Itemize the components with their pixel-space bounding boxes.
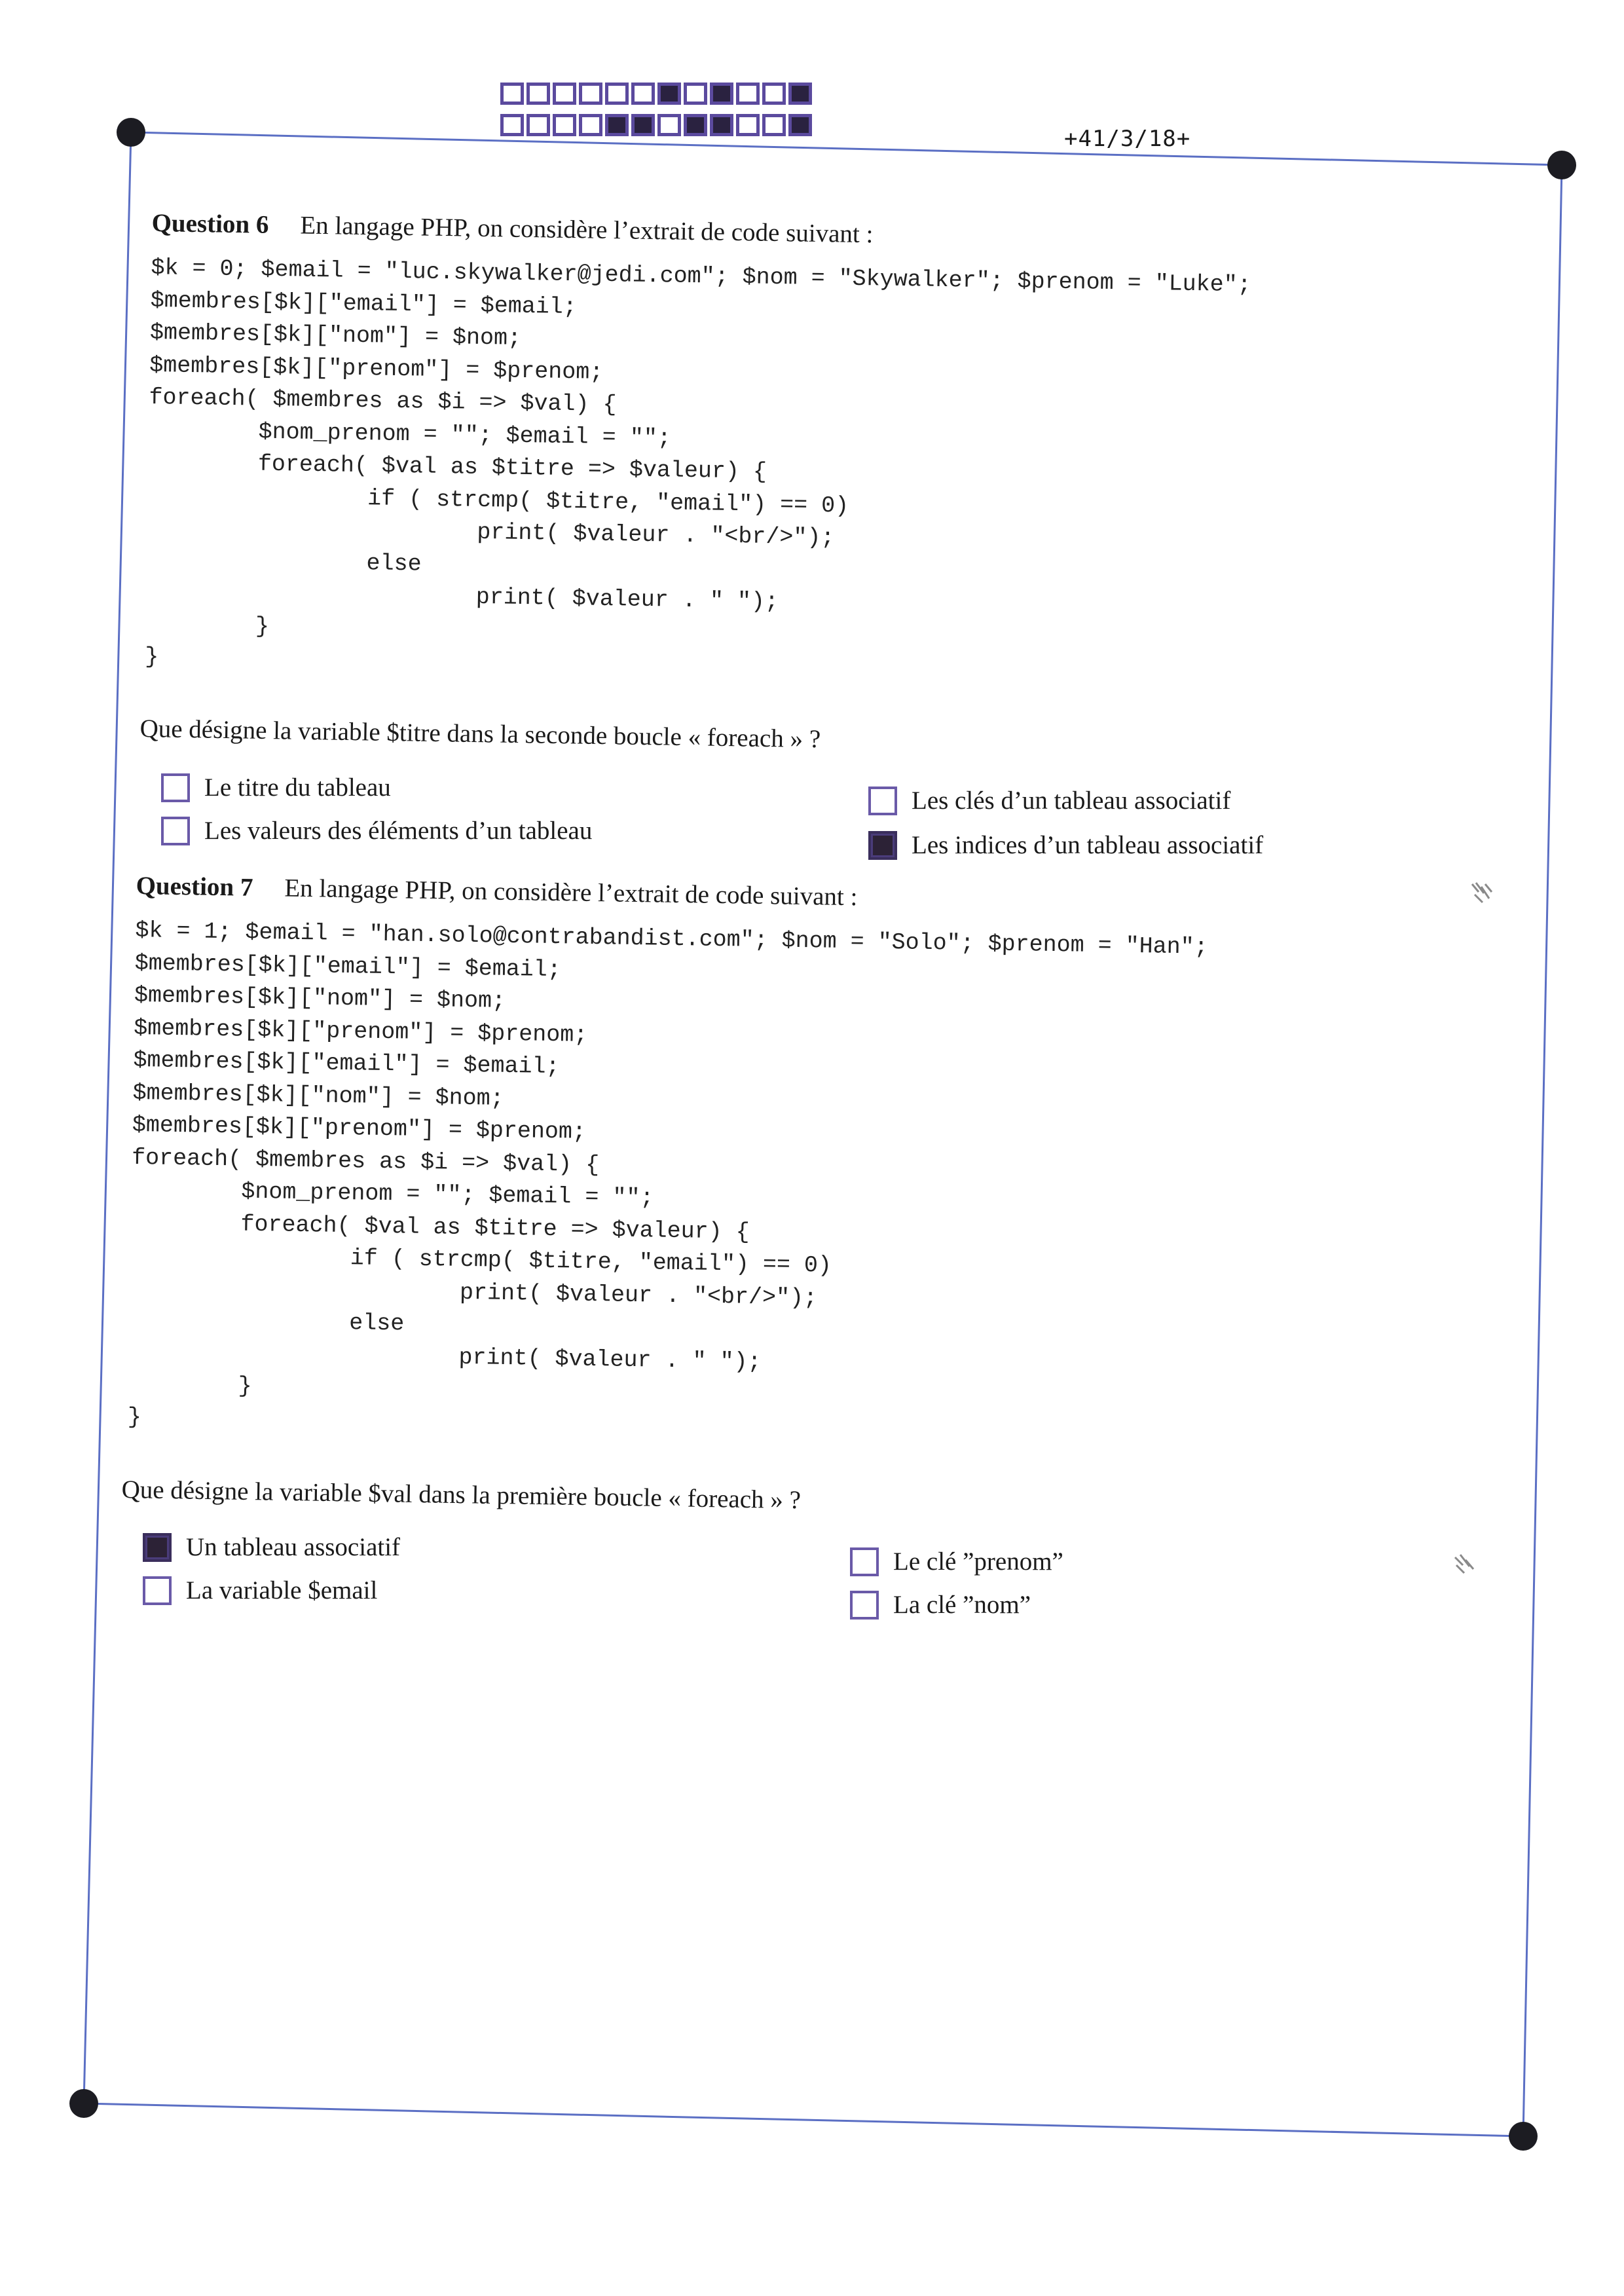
code-snippet: $k = 1; $email = "han.solo@contrabandist.com"; $nom = "Solo"; $prenom = "Han"; $membres[$k]["email"] = $email; $membres[$k]["nom"] = $nom; $membres[$k]["prenom"] = $prenom; $membres[$k]["email"] = $email; $membres[$k]["nom"] = $nom; $membres[$k]["prenom"] = $prenom; foreach( $membres as $i => $val) { $nom_prenom = ""; $email = ""; foreach( $val as $titre => $valeur) { if ( strcmp( $titre, "email") == 0) print( $valeur . "<br/>"); else print( $valeur . " "); } } bbox=[127, 917, 1208, 1430]
id-bit-empty bbox=[553, 114, 576, 136]
answer-label: Le clé ”prenom” bbox=[893, 1547, 1063, 1576]
id-bit-empty bbox=[553, 83, 576, 105]
id-bit-empty bbox=[684, 83, 707, 105]
question-label: Question 6 bbox=[151, 208, 269, 239]
checkbox[interactable] bbox=[868, 787, 897, 815]
q6-answer-1[interactable] bbox=[161, 773, 391, 802]
question-6-prompt: Que désigne la variable $titre dans la seconde boucle « foreach » ? bbox=[139, 714, 821, 754]
q6-answer-2[interactable] bbox=[161, 816, 592, 845]
answer-label: La clé ”nom” bbox=[893, 1591, 1031, 1619]
id-bit-filled bbox=[631, 114, 655, 136]
question-intro: En langage PHP, on considère l’extrait de code suivant : bbox=[300, 211, 874, 249]
checkbox-checked[interactable] bbox=[143, 1533, 172, 1562]
id-bit-empty bbox=[736, 83, 760, 105]
id-bit-empty bbox=[762, 114, 786, 136]
id-bit-empty bbox=[631, 83, 655, 105]
id-bit-filled bbox=[710, 114, 733, 136]
q7-answer-3[interactable] bbox=[850, 1547, 1063, 1576]
id-bit-filled bbox=[788, 114, 812, 136]
checkbox[interactable] bbox=[161, 773, 190, 802]
id-bit-empty bbox=[657, 114, 681, 136]
answer-label: Les indices d’un tableau associatif bbox=[912, 831, 1264, 859]
scan-speck bbox=[1469, 880, 1494, 905]
id-bit-empty bbox=[500, 83, 524, 105]
corner-mark-bottom-right bbox=[1509, 2122, 1538, 2151]
id-bits-row-2 bbox=[500, 114, 812, 136]
q6-answer-4[interactable] bbox=[868, 830, 1263, 860]
answer-label: Un tableau associatif bbox=[186, 1533, 401, 1561]
id-bit-empty bbox=[762, 83, 786, 105]
question-7 bbox=[128, 871, 1209, 1451]
q7-answer-4[interactable] bbox=[850, 1590, 1031, 1620]
checkbox-checked[interactable] bbox=[868, 831, 897, 860]
id-bit-filled bbox=[657, 83, 681, 105]
answer-label: Les clés d’un tableau associatif bbox=[912, 787, 1231, 815]
corner-mark-top-right bbox=[1547, 151, 1576, 179]
answer-label: La variable $email bbox=[186, 1576, 378, 1604]
id-bit-empty bbox=[526, 114, 550, 136]
answer-label: Les valeurs des éléments d’un tableau bbox=[204, 817, 593, 845]
checkbox[interactable] bbox=[161, 817, 190, 845]
id-bits-row-1 bbox=[500, 83, 812, 105]
q7-answer-2[interactable] bbox=[143, 1576, 377, 1605]
id-bit-filled bbox=[605, 114, 629, 136]
id-bit-filled bbox=[710, 83, 733, 105]
q6-answer-3[interactable] bbox=[868, 786, 1230, 815]
question-label: Question 7 bbox=[136, 871, 253, 902]
checkbox[interactable] bbox=[850, 1591, 879, 1620]
corner-mark-top-left bbox=[117, 118, 145, 147]
id-bit-empty bbox=[605, 83, 629, 105]
question-7-prompt: Que désigne la variable $val dans la première boucle « foreach » ? bbox=[121, 1475, 802, 1515]
id-bit-empty bbox=[500, 114, 524, 136]
page-id: +41/3/18+ bbox=[1064, 126, 1191, 152]
answer-label: Le titre du tableau bbox=[204, 773, 391, 802]
id-bit-filled bbox=[788, 83, 812, 105]
id-bit-filled bbox=[684, 114, 707, 136]
id-bit-empty bbox=[579, 83, 602, 105]
checkbox[interactable] bbox=[850, 1547, 879, 1576]
scan-speck bbox=[1452, 1552, 1477, 1577]
id-bit-empty bbox=[526, 83, 550, 105]
question-intro: En langage PHP, on considère l’extrait de code suivant : bbox=[284, 874, 858, 912]
id-bit-empty bbox=[579, 114, 602, 136]
q7-answer-1[interactable] bbox=[143, 1532, 400, 1562]
id-bit-empty bbox=[736, 114, 760, 136]
corner-mark-bottom-left bbox=[69, 2089, 98, 2118]
question-6 bbox=[145, 208, 1252, 691]
checkbox[interactable] bbox=[143, 1576, 172, 1605]
code-snippet: $k = 0; $email = "luc.skywalker@jedi.com"; $nom = "Skywalker"; $prenom = "Luke"; $membres[$k]["email"] = $email; $membres[$k]["nom"] = $nom; $membres[$k]["prenom"] = $prenom; foreach( $membres as $i => $val) { $nom_prenom = ""; $email = ""; foreach( $val as $titre => $valeur) { if ( strcmp( $titre, "email") == 0) print( $valeur . "<br/>"); else print( $valeur . " "); } } bbox=[144, 254, 1251, 671]
